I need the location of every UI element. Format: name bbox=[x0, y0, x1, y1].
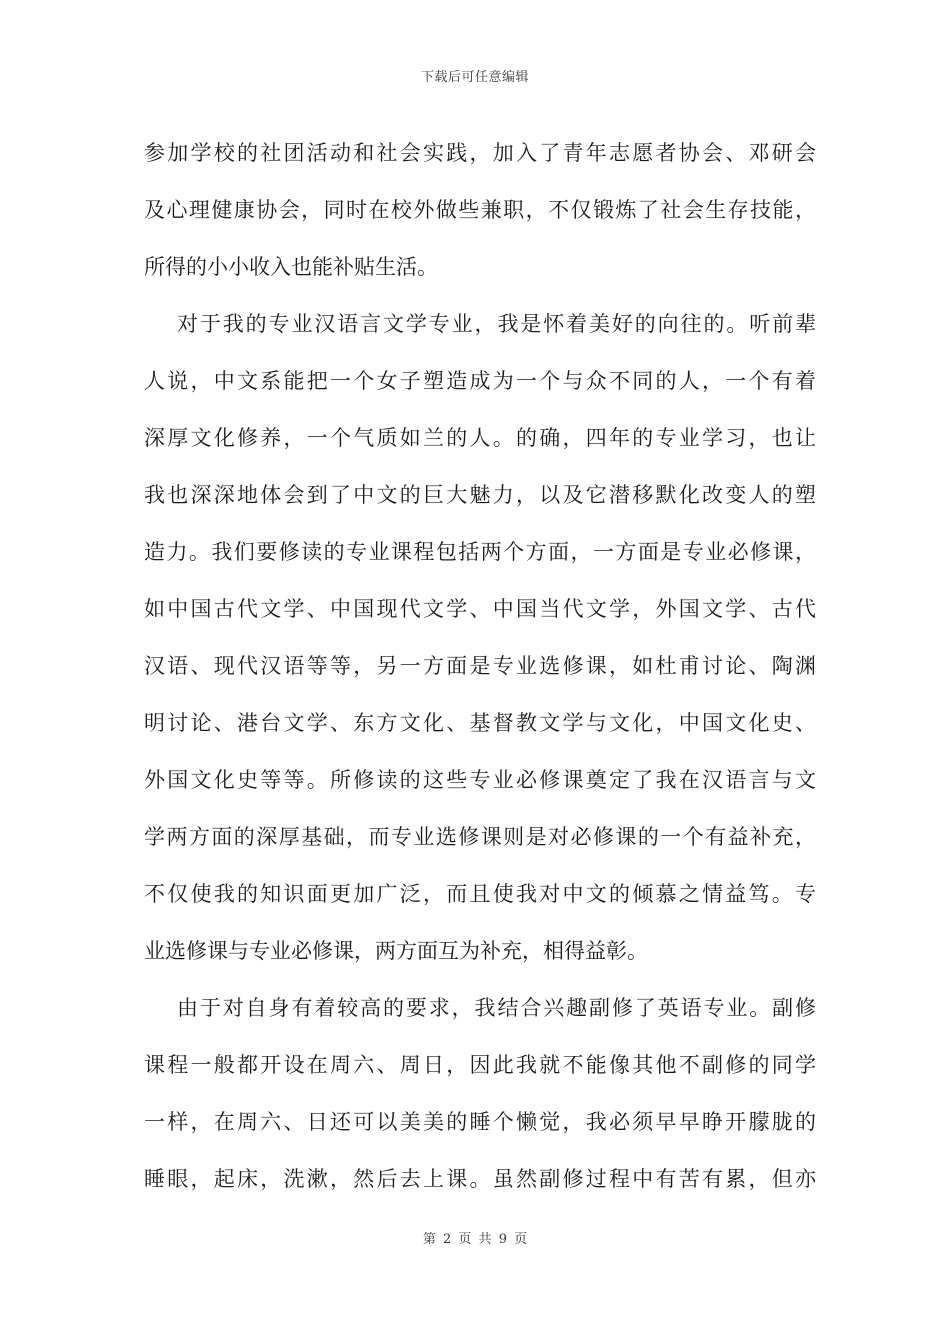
paragraph-line: 由于对自身有着较高的要求，我结合兴趣副修了英语专业。副修 bbox=[177, 996, 816, 1020]
paragraph-line: 业选修课与专业必修课，两方面互为补充，相得益彰。 bbox=[144, 939, 648, 963]
paragraph-line: 外国文化史等等。所修读的这些专业必修课奠定了我在汉语言与文 bbox=[144, 768, 816, 792]
paragraph-line: 造力。我们要修读的专业课程包括两个方面，一方面是专业必修课， bbox=[144, 540, 816, 564]
paragraph-line: 如中国古代文学、中国现代文学、中国当代文学，外国文学、古代 bbox=[144, 597, 816, 621]
document-body bbox=[144, 133, 816, 1216]
paragraph-line: 睡眼，起床，洗漱，然后去上课。虽然副修过程中有苦有累，但亦 bbox=[144, 1167, 816, 1191]
paragraph-line: 明讨论、港台文学、东方文化、基督教文学与文化，中国文化史、 bbox=[144, 711, 816, 735]
paragraph-line: 参加学校的社团活动和社会实践，加入了青年志愿者协会、邓研会 bbox=[144, 141, 816, 165]
paragraph-line: 学两方面的深厚基础，而专业选修课则是对必修课的一个有益补充， bbox=[144, 825, 816, 849]
paragraph-line: 课程一般都开设在周六、周日，因此我就不能像其他不副修的同学 bbox=[144, 1053, 816, 1077]
paragraph-line: 不仅使我的知识面更加广泛，而且使我对中文的倾慕之情益笃。专 bbox=[144, 882, 816, 906]
paragraph-line: 汉语、现代汉语等等，另一方面是专业选修课，如杜甫讨论、陶渊 bbox=[144, 654, 816, 678]
paragraph-line: 所得的小小收入也能补贴生活。 bbox=[144, 255, 438, 279]
paragraph-line: 及心理健康协会，同时在校外做些兼职，不仅锻炼了社会生存技能， bbox=[144, 198, 816, 222]
paragraph-line: 人说，中文系能把一个女子塑造成为一个与众不同的人，一个有着 bbox=[144, 369, 816, 393]
paragraph-line: 一样，在周六、日还可以美美的睡个懒觉，我必须早早睁开朦胧的 bbox=[144, 1110, 816, 1134]
page-footer: 第 2 页 共 9 页 bbox=[422, 1232, 528, 1247]
paragraph-line: 对于我的专业汉语言文学专业，我是怀着美好的向往的。听前辈 bbox=[177, 312, 816, 336]
paragraph-line: 深厚文化修养，一个气质如兰的人。的确，四年的专业学习，也让 bbox=[144, 426, 816, 450]
paragraph-line: 我也深深地体会到了中文的巨大魅力，以及它潜移默化改变人的塑 bbox=[144, 483, 816, 507]
page-header: 下载后可任意编辑 bbox=[420, 70, 529, 85]
